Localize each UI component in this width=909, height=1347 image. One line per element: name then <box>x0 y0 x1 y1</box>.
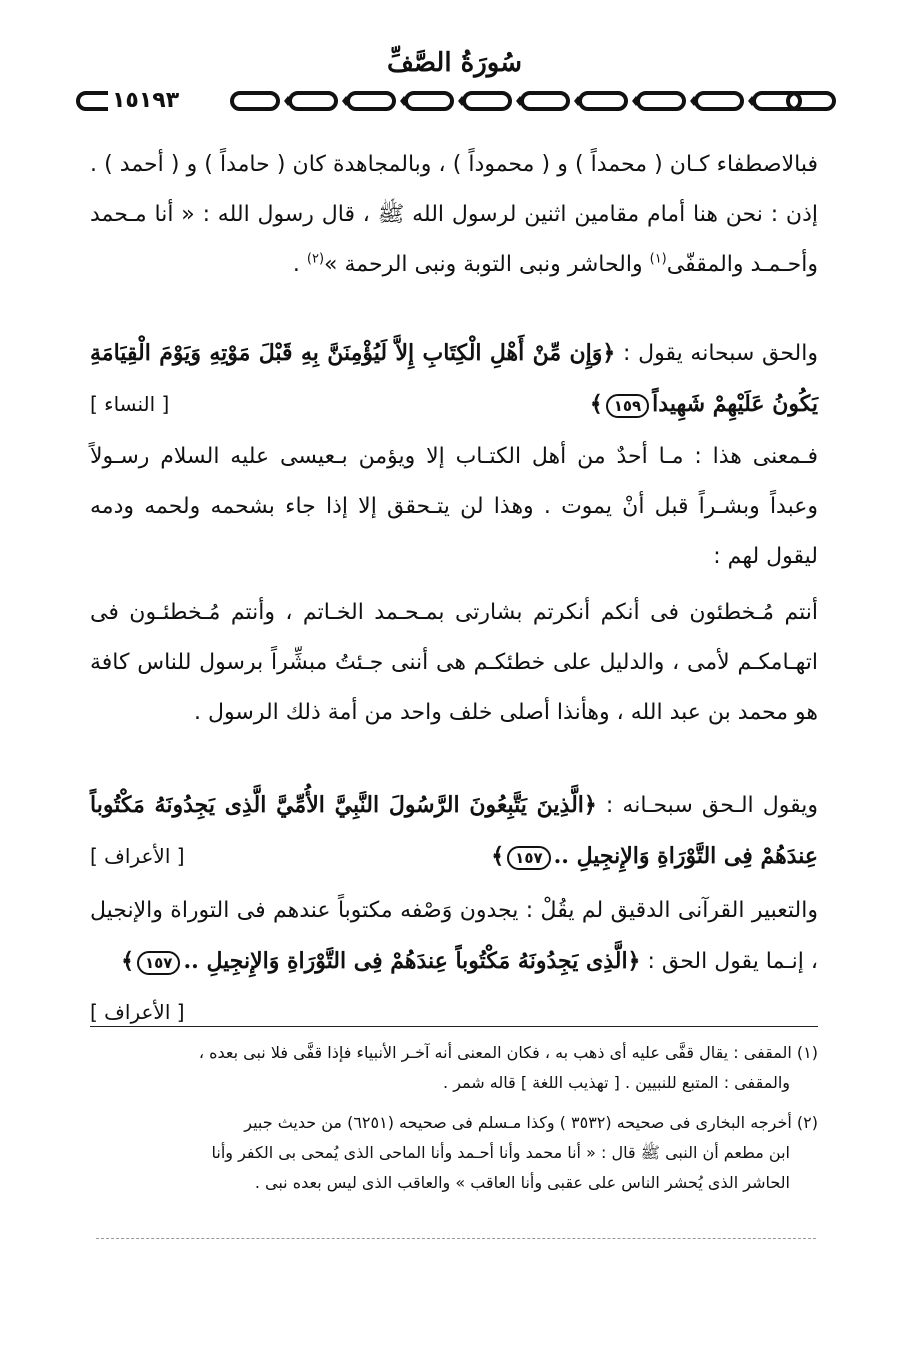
paragraph-2 <box>90 328 818 430</box>
paragraph-text: . <box>292 252 307 277</box>
surah-reference: [ النساء ] <box>90 392 170 416</box>
surah-reference: [ الأعراف ] <box>90 844 185 868</box>
paragraph-3 <box>90 432 818 582</box>
quran-verse: ﴿الَّذِى يَجِدُونَهُ مَكْتُوباً عِندَهُمْ فِى التَّوْرَاةِ وَالإِنجِيلِ .. <box>183 948 641 974</box>
footnote-line: ابن مطعم أن النبى ﷺ قال : « أنا محمد وأنا أحـمد وأنا الماحى الذى يُمحى بى الكفر وأنا <box>211 1143 790 1162</box>
paragraph-intro: والحق سبحانه يقول : <box>615 341 818 366</box>
footnote-ref[interactable]: (٢) <box>306 251 325 267</box>
surah-reference: [ الأعراف ] <box>90 1000 185 1024</box>
quran-close-bracket: ﴾ <box>491 843 505 869</box>
ayah-number: ١٥٧ <box>137 951 180 975</box>
footnote-line: والمقفى : المتبع للنبيين . [ تهذيب اللغة ] قاله شمر . <box>443 1073 790 1092</box>
page-number: ١٥١٩٣ <box>108 86 183 116</box>
footnote-1 <box>90 1038 818 1098</box>
paragraph-4 <box>90 588 818 738</box>
paragraph-6 <box>90 886 818 1037</box>
paragraph-text: فبالاصطفاء كـان ( محمداً ) و ( محموداً ) ، وبالمجاهدة كان ( حامداً ) و ( أحمد ) . إذن : نحن هنا أمام مقامين اثنين لرسول الله ﷺ ، قال رسول الله : « أنا مـحمد وأحـمـد والمقفّى <box>90 152 818 277</box>
paragraph-intro: ويقول الـحق سبحـانه : <box>596 793 818 818</box>
ornamental-header-rule <box>72 86 840 116</box>
footnote-ref[interactable]: (١) <box>649 251 667 267</box>
quran-verse: ﴿وَإِن مِّنْ أَهْلِ الْكِتَابِ إِلاَّ لَيُؤْمِنَنَّ بِهِ قَبْلَ مَوْتِهِ وَيَوْمَ الْقِيَامَةِ يَكُونُ عَلَيْهِمْ شَهِيداً <box>90 340 818 417</box>
ayah-number: ١٥٧ <box>507 846 550 870</box>
footnote-line: الحاشر الذى يُحشر الناس على عقبى وأنا العاقب » والعاقب الذى ليس بعده نبى . <box>254 1173 790 1192</box>
paragraph-text: أنتم مُـخطئون فى أنكم أنكرتم بشارتى بمـحـمد الخـاتم ، وأنتم مُـخطئـون فى اتهـامكـم لأمى ، والدليل على خطئكـم هى أننى جـئتُ مبشِّراً برسول للناس كافة هو محمد بن عبد الله ، وهأنذا أصلى خلف واحد من أمة ذلك الرسول . <box>90 600 818 725</box>
ayah-number: ١٥٩ <box>606 394 649 418</box>
footnote-line: (١) المقفى : يقال قفَّى عليه أى ذهب به ، فكان المعنى أنه آخـر الأنبياء فإذا قفَّى فلا نبى بعده ، <box>198 1043 818 1062</box>
footnote-separator <box>90 1026 818 1027</box>
bottom-divider <box>96 1238 816 1239</box>
surah-title: سُورَةُ الصَّفِّ <box>386 48 523 78</box>
paragraph-5 <box>90 780 818 882</box>
footnote-line: (٢) أخرجه البخارى فى صحيحه (٣٥٣٢ ) وكذا مـسلم فى صحيحه (٦٢٥١) من حديث جبير <box>244 1113 818 1132</box>
paragraph-text: فـمعنى هذا : مـا أحدٌ من أهل الكتـاب إلا ويؤمن بـعيسى عليه السلام رسـولاً وعبداً وبشـراً قبل أنْ يموت . وهذا لن يتـحقق إلا إذا جاء بشحمه ولحمه ودمه ليقول لهم : <box>90 444 818 569</box>
paragraph-1 <box>90 140 818 290</box>
paragraph-intro: والتعبير القرآنى الدقيق لم يقُلْ : يجدون وَصْفه مكتوباً عندهم فى التوراة والإنجيل ، إنـما يقول الحق : <box>90 898 818 974</box>
quran-verse: ﴿الَّذِينَ يَتَّبِعُونَ الرَّسُولَ النَّبِيَّ الأُمِّيَّ الَّذِى يَجِدُونَهُ مَكْتُوباً عِندَهُمْ فِى التَّوْرَاةِ وَالإِنجِيلِ .. <box>90 792 818 869</box>
quran-close-bracket: ﴾ <box>121 948 134 974</box>
footnote-2 <box>90 1108 818 1198</box>
quran-close-bracket: ﴾ <box>589 391 603 417</box>
paragraph-text: والحاشر ونبى التوبة ونبى الرحمة » <box>324 252 650 277</box>
